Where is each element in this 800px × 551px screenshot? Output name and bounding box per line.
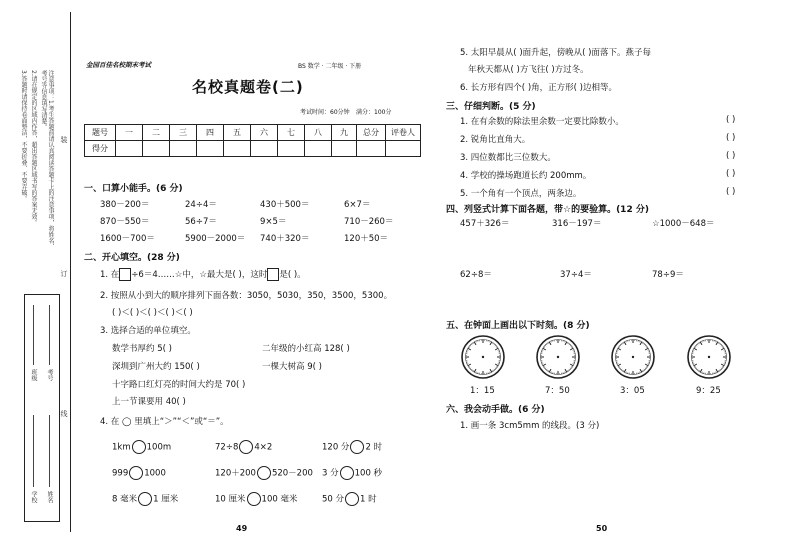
fill-q6[interactable]: 6. 长方形有四个( )角，正方形( )边相等。	[460, 83, 617, 93]
score-header-cell: 九	[332, 125, 357, 141]
series-name: 金园百佳名校期末考试	[86, 61, 151, 69]
compare-item: 8 毫米 1 厘米	[112, 492, 178, 506]
score-header-cell: 五	[224, 125, 251, 141]
compare-item: 120 分 2 时	[322, 440, 382, 454]
page-number-right: 50	[596, 524, 608, 533]
vertical-calc: 37÷4＝	[560, 270, 592, 280]
oral-calc: 380－200＝	[100, 200, 150, 210]
vertical-calc: 62÷8＝	[460, 270, 492, 280]
score-header-cell: 二	[143, 125, 170, 141]
field-class[interactable]	[33, 305, 34, 365]
oral-calc: 710－260＝	[344, 217, 394, 227]
vertical-calc: 316－197＝	[552, 219, 602, 229]
judge-answer-paren[interactable]: ( )	[726, 169, 736, 179]
oral-calc: 24÷4＝	[185, 200, 217, 210]
fill-q1-c: 是( )。	[279, 270, 306, 280]
score-cell[interactable]	[116, 141, 143, 157]
oral-calc: 9×5＝	[260, 217, 287, 227]
square-blank[interactable]	[267, 268, 279, 281]
score-cell[interactable]	[197, 141, 224, 157]
compare-item: 120＋200 520－200	[215, 466, 313, 480]
fill-q3: 3. 选择合适的单位填空。	[100, 326, 196, 336]
unit-item[interactable]: 深圳到广州大约 150( )	[112, 362, 200, 372]
field-number[interactable]	[49, 305, 50, 365]
vertical-calc: ☆1000－648＝	[652, 219, 715, 229]
compare-item: 3 分 100 秒	[322, 466, 382, 480]
clock-time-label: 7：50	[545, 386, 570, 396]
fill-q2: 2. 按照从小到大的顺序排列下面各数：3050，5030，350，3500，5300。	[100, 291, 393, 301]
judge-item: 5. 一个角有一个顶点，两条边。	[460, 189, 582, 199]
clock-time-label: 3：05	[620, 386, 645, 396]
score-cell[interactable]	[305, 141, 332, 157]
compare-circle[interactable]	[129, 466, 143, 480]
fill-q4: 4. 在 ◯ 里填上“＞”“＜”或“＝”。	[100, 417, 229, 427]
label-name: 姓名	[46, 491, 53, 503]
score-header-cell: 八	[305, 125, 332, 141]
score-header-cell: 四	[197, 125, 224, 141]
section-1-title: 一、口算小能手。(6 分)	[84, 184, 183, 194]
compare-circle[interactable]	[257, 466, 271, 480]
seal-mark-3: 线	[60, 410, 68, 417]
judge-answer-paren[interactable]: ( )	[726, 151, 736, 161]
exam-time: 考试时间：60分钟	[300, 109, 350, 116]
oral-calc: 870－550＝	[100, 217, 150, 227]
unit-item[interactable]: 一棵大树高 9( )	[262, 362, 322, 372]
compare-circle[interactable]	[345, 492, 359, 506]
unit-item[interactable]: 数学书厚约 5( )	[112, 344, 172, 354]
binding-divider	[70, 12, 71, 532]
score-table-row	[85, 141, 421, 157]
score-cell[interactable]	[278, 141, 305, 157]
fill-q5-line2[interactable]: 年秋天都从( )方飞往( )方过冬。	[468, 65, 589, 75]
oral-calc: 120＋50＝	[344, 234, 389, 244]
compare-item: 1km 100m	[112, 440, 171, 454]
score-cell[interactable]	[143, 141, 170, 157]
judge-answer-paren[interactable]: ( )	[726, 187, 736, 197]
page-number-left: 49	[236, 524, 248, 533]
oral-calc: 740＋320＝	[260, 234, 310, 244]
section-4-title: 四、列竖式计算下面各题，带☆的要验算。(12 分)	[446, 205, 649, 215]
score-cell[interactable]	[251, 141, 278, 157]
fill-q1-b: ÷6＝4……☆中，☆最大是( )，这时	[131, 270, 268, 280]
clock-face-3[interactable]	[610, 334, 656, 380]
compare-circle[interactable]	[132, 440, 146, 454]
label-number: 考号	[46, 369, 53, 381]
compare-item: 72÷8 4×2	[215, 440, 272, 454]
score-table	[84, 124, 421, 157]
judge-answer-paren[interactable]: ( )	[726, 133, 736, 143]
section-5-title: 五、在钟面上画出以下时刻。(8 分)	[446, 321, 590, 331]
page-title: 名校真题卷(二)	[192, 78, 304, 96]
compare-item: 50 分 1 时	[322, 492, 377, 506]
score-header-cell: 评卷人	[386, 125, 421, 141]
score-header-cell: 一	[116, 125, 143, 141]
score-cell[interactable]	[224, 141, 251, 157]
judge-item: 3. 四位数都比三位数大。	[460, 153, 556, 163]
compare-circle[interactable]	[138, 492, 152, 506]
compare-circle[interactable]	[247, 492, 261, 506]
binding-note-1: 注意事项：1.考生答题前请认真阅读答题卡上的注意事项，将姓名、考号等信息填写清楚。	[40, 70, 54, 250]
section-3-title: 三、仔细判断。(5 分)	[446, 102, 536, 112]
oral-calc: 6×7＝	[344, 200, 371, 210]
judge-item: 1. 在有余数的除法里余数一定要比除数小。	[460, 117, 624, 127]
draw-q1: 1. 画一条 3cm5mm 的线段。(3 分)	[460, 421, 600, 431]
compare-item: 10 厘米 100 毫米	[215, 492, 297, 506]
label-class: 班级	[30, 369, 37, 381]
field-school[interactable]	[33, 415, 34, 487]
judge-item: 2. 锐角比直角大。	[460, 135, 531, 145]
fill-q1-a: 1. 在	[100, 270, 120, 280]
seal-mark-2: 订	[60, 270, 68, 277]
student-info-box	[24, 294, 60, 522]
score-row-label: 得分	[85, 141, 116, 157]
score-header-cell: 七	[278, 125, 305, 141]
binding-strip	[0, 0, 70, 551]
oral-calc: 430＋500＝	[260, 200, 310, 210]
score-cell[interactable]	[332, 141, 357, 157]
score-table-header-row	[85, 125, 421, 141]
compare-circle[interactable]	[350, 440, 364, 454]
subject-label: BS 数学 · 二年级 · 下册	[298, 63, 362, 70]
oral-calc: 56÷7＝	[185, 217, 217, 227]
fill-q5-line1[interactable]: 5. 太阳早晨从( )面升起，傍晚从( )面落下。燕子每	[460, 48, 651, 58]
compare-item: 999 1000	[112, 466, 166, 480]
field-name[interactable]	[49, 415, 50, 487]
label-school: 学校	[30, 491, 37, 503]
section-6-title: 六、我会动手做。(6 分)	[446, 405, 545, 415]
score-header-cell: 题号	[85, 125, 116, 141]
clock-face-2[interactable]	[535, 334, 581, 380]
binding-note-2: 2.请在规定的区域内作答，超出答题区域书写的答案无效。	[30, 70, 37, 226]
section-2-title: 二、开心填空。(28 分)	[84, 253, 180, 263]
compare-circle[interactable]	[239, 440, 253, 454]
clock-face-1[interactable]	[460, 334, 506, 380]
vertical-calc: 78÷9＝	[652, 270, 684, 280]
unit-item[interactable]: 上一节课要用 40( )	[112, 397, 186, 407]
score-header-cell: 三	[170, 125, 197, 141]
unit-item[interactable]: 二年级的小红高 128( )	[262, 344, 350, 354]
square-blank[interactable]	[119, 268, 131, 281]
clock-face-4[interactable]	[686, 334, 732, 380]
seal-mark-1: 装	[60, 136, 68, 143]
binding-note-3: 3.答题时请保持卷面整洁，不要折叠、不要弄破。	[20, 70, 27, 202]
judge-item: 4. 学校的操场跑道长约 200mm。	[460, 171, 592, 181]
oral-calc: 1600－700＝	[100, 234, 155, 244]
fill-q2-blanks[interactable]: ( )＜( )＜( )＜( )＜( )	[112, 308, 193, 318]
score-cell[interactable]	[357, 141, 386, 157]
judge-answer-paren[interactable]: ( )	[726, 115, 736, 125]
score-cell[interactable]	[386, 141, 421, 157]
score-header-cell: 六	[251, 125, 278, 141]
compare-circle[interactable]	[340, 466, 354, 480]
oral-calc: 5900－2000＝	[185, 234, 246, 244]
vertical-calc: 457＋326＝	[460, 219, 510, 229]
fill-q1	[100, 268, 306, 281]
clock-time-label: 1：15	[470, 386, 495, 396]
unit-item[interactable]: 十字路口红灯亮的时间大约是 70( )	[112, 380, 246, 390]
full-score: 满分：100分	[356, 109, 392, 116]
score-header-cell: 总分	[357, 125, 386, 141]
score-cell[interactable]	[170, 141, 197, 157]
clock-time-label: 9：25	[696, 386, 721, 396]
